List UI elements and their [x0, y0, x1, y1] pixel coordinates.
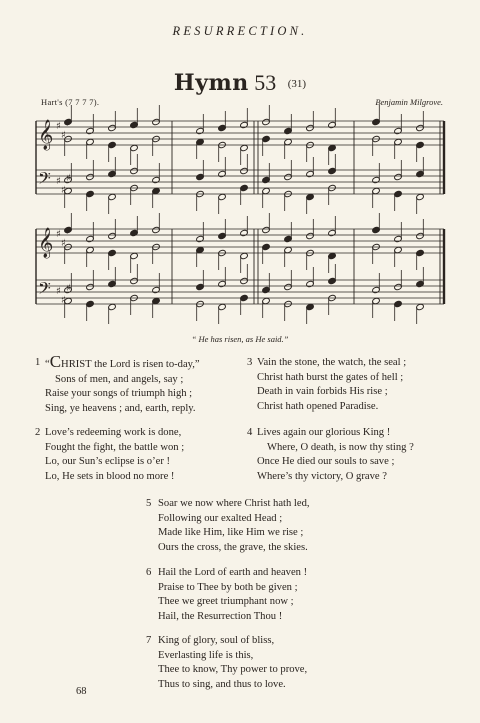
opening-quote: “ [45, 359, 50, 370]
composer: Benjamin Milgrove. [375, 97, 443, 107]
sharp-sign: ♯ [61, 238, 66, 249]
verse-line: Sons of men, and angels, say ; [55, 373, 184, 385]
tune-name: Hart's (7 7 7 7). [41, 97, 100, 107]
verse-line: Lives again our glorious King ! [257, 427, 391, 438]
verse-line: Fought the fight, the battle won ; [45, 441, 185, 453]
verse-line: Following our exalted Head ; [158, 512, 283, 524]
verse-line: Raise your songs of triumph high ; [45, 388, 193, 400]
verse-1 [35, 352, 240, 416]
verse-line: Christ hath opened Paradise. [257, 400, 379, 412]
verse-line: Thee to know, Thy power to prove, [158, 664, 308, 676]
verse-7 [146, 634, 446, 692]
verse-line: Thus to sing, and thus to love. [158, 678, 286, 690]
verse-line: Praise to Thee by both be given ; [158, 581, 298, 593]
verse-line: Lo, our Sun’s eclipse is o’er ! [45, 456, 171, 468]
verse-number: 5 [146, 498, 152, 509]
verse-line: Vain the stone, the watch, the seal ; [257, 357, 407, 368]
verse-line: King of glory, soul of bliss, [158, 635, 275, 646]
verse-number: 2 [35, 427, 41, 438]
sharp-sign: ♯ [61, 130, 66, 141]
treble-clef: 𝄞 [38, 120, 54, 150]
sharp-sign: ♯ [61, 295, 66, 306]
treble-clef: 𝄞 [38, 228, 54, 258]
verse-number: 1 [35, 357, 41, 368]
verse-4 [247, 426, 462, 484]
verse-5 [146, 497, 446, 555]
verse-number: 4 [247, 427, 253, 438]
verse-line: Everlasting life is this, [158, 649, 254, 661]
sharp-sign: ♯ [61, 185, 66, 196]
verse-line: Ours the cross, the grave, the skies. [158, 541, 308, 553]
verse-line: Once He died our souls to save ; [257, 456, 395, 468]
verse-line: Hail, the Resurrection Thou ! [158, 610, 283, 622]
verse-6 [146, 566, 446, 624]
bass-clef: 𝄢 [38, 168, 51, 192]
original-hymn-number: (31) [287, 78, 307, 90]
sharp-sign: ♯ [66, 283, 71, 294]
hymn-number: 53 [254, 70, 277, 95]
verse-number: 3 [247, 357, 253, 368]
sharp-sign: ♯ [56, 286, 61, 297]
verse-line: Where’s thy victory, O grave ? [257, 470, 387, 482]
music-score [0, 0, 480, 330]
sharp-sign: ♯ [56, 176, 61, 187]
verse-line: Love’s redeeming work is done, [45, 427, 182, 438]
verse-line: Sing, ye heavens ; and, earth, reply. [45, 402, 196, 414]
verse-line: Made like Him, like Him we rise ; [158, 527, 304, 539]
sharp-sign: ♯ [66, 173, 71, 184]
verse-line: Thee we greet triumphant now ; [158, 596, 294, 608]
verse-line: Soar we now where Christ hath led, [158, 498, 310, 509]
hymn-word: Hymn [173, 70, 249, 96]
verse-number: 6 [146, 567, 152, 578]
verse-line: Christ hath burst the gates of hell ; [257, 371, 404, 383]
verse-2 [35, 426, 240, 484]
verse-line: Lo, He sets in blood no more ! [45, 470, 175, 482]
page-number: 68 [76, 686, 87, 697]
verse-line: Hail the Lord of earth and heaven ! [158, 567, 308, 578]
verse-line: Death in vain forbids His rise ; [257, 386, 388, 398]
sharp-sign: ♯ [56, 229, 61, 240]
sharp-sign: ♯ [56, 121, 61, 132]
verse-3 [247, 356, 462, 414]
running-head: RESURRECTION. [172, 24, 308, 38]
drop-cap: C [49, 352, 62, 371]
epigraph: “ He has risen, as He said.” [191, 334, 289, 344]
verse-line: Where, O death, is now thy sting ? [267, 441, 414, 453]
bass-clef: 𝄢 [38, 278, 51, 302]
verse-line [45, 352, 240, 373]
first-line-text: HRIST the Lord is risen to-day,” [61, 359, 200, 370]
verse-number: 7 [146, 635, 152, 646]
